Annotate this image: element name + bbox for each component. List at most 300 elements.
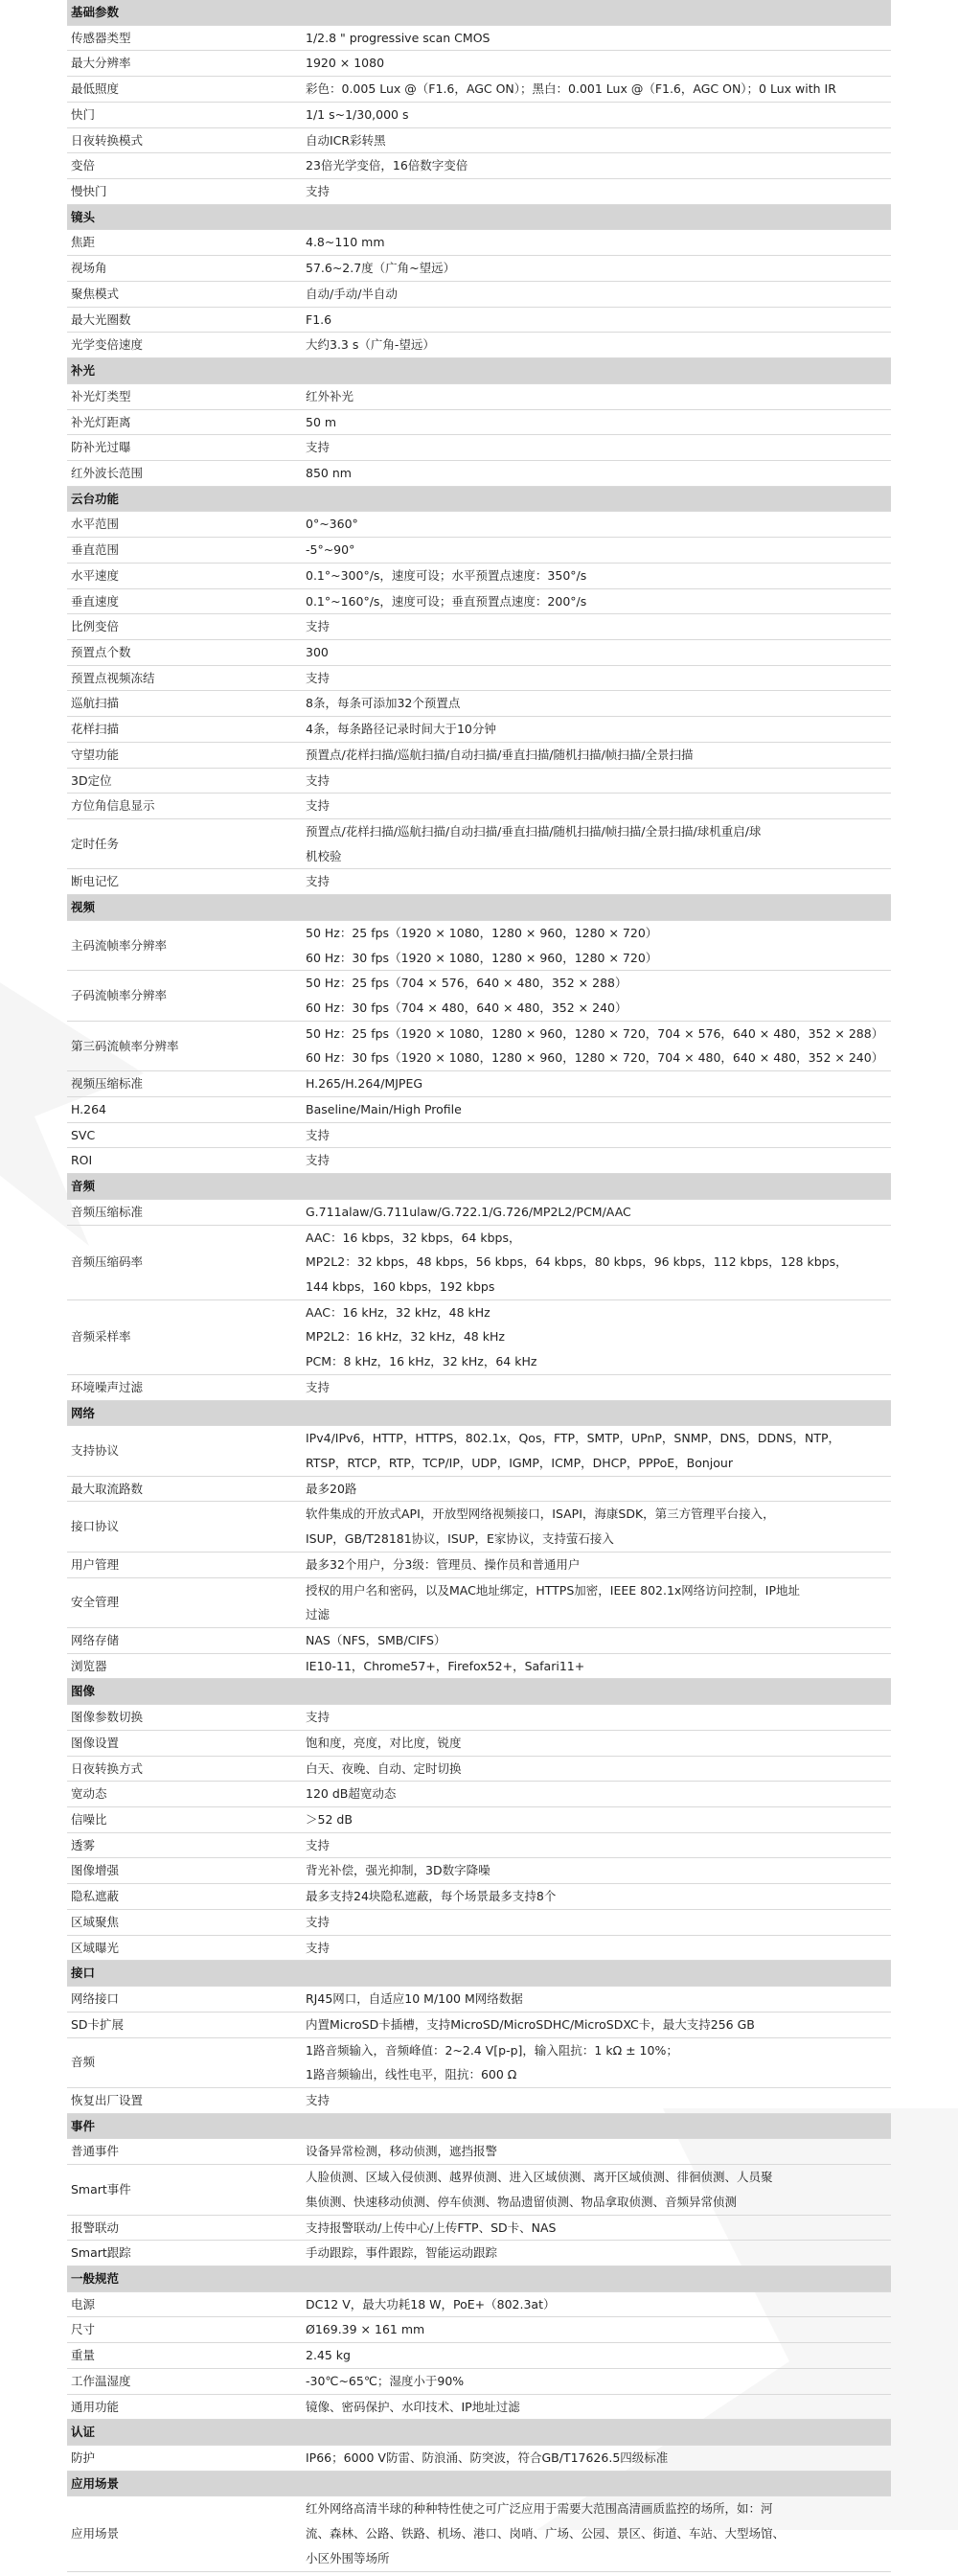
section-header-row [67,2113,891,2139]
spec-row [67,512,891,538]
spec-value-line: AAC：16 kbps，32 kbps，64 kbps， [306,1230,521,1245]
spec-key: 环境噪声过滤 [67,1374,302,1400]
spec-value-line: 1/1 s~1/30,000 s [306,106,409,122]
spec-key: 断电记忆 [67,869,302,895]
spec-value [302,1577,891,1627]
spec-key: 报警联动 [67,2215,302,2241]
spec-value [302,2165,891,2215]
spec-value-line: 23倍光学变倍，16倍数字变倍 [306,158,468,173]
spec-value-line: 自动/手动/半自动 [306,286,398,301]
section-header-row [67,1961,891,1987]
spec-value [302,2496,891,2571]
spec-key: SVC [67,1122,302,1148]
spec-row [67,1884,891,1910]
section-title: 网络 [67,1400,891,1426]
spec-key: 垂直速度 [67,588,302,614]
spec-key: 垂直范围 [67,538,302,564]
spec-key: 防补光过曝 [67,435,302,461]
spec-row [67,1782,891,1807]
spec-row [67,794,891,819]
spec-key: 慢快门 [67,179,302,205]
spec-key: 音频压缩标准 [67,1199,302,1225]
spec-value [302,1987,891,2012]
spec-row [67,538,891,564]
spec-value [302,77,891,103]
spec-value [302,588,891,614]
spec-key: 最大分辨率 [67,51,302,77]
spec-row [67,2012,891,2037]
spec-key: 网络存储 [67,1628,302,1654]
spec-value-line: 内置MicroSD卡插槽，支持MicroSD/MicroSDHC/MicroSDXC卡，最大支持256 GB [306,2016,755,2032]
spec-value-line: -5°~90° [306,542,355,558]
spec-row [67,1552,891,1577]
spec-key: 花样扫描 [67,717,302,743]
spec-value [302,256,891,282]
spec-value [302,1300,891,1374]
spec-value-line: 过滤 [306,1607,331,1622]
spec-key: 工作温湿度 [67,2368,302,2394]
spec-key: 通用功能 [67,2394,302,2420]
spec-value-line: 0.1°~300°/s，速度可设；水平预置点速度：350°/s [306,567,587,583]
spec-value [302,563,891,588]
spec-key: 透雾 [67,1832,302,1858]
section-title: 视频 [67,895,891,921]
spec-value [302,2317,891,2343]
spec-value [302,1782,891,1807]
spec-value [302,1807,891,1833]
spec-value [302,691,891,717]
spec-key: 电源 [67,2291,302,2317]
spec-row [67,819,891,869]
spec-value [302,2087,891,2113]
spec-key: 变倍 [67,153,302,179]
spec-key: 日夜转换方式 [67,1756,302,1782]
spec-row [67,25,891,51]
spec-key: 聚焦模式 [67,281,302,307]
spec-key: 焦距 [67,230,302,256]
spec-row [67,768,891,794]
spec-key: 比例变倍 [67,614,302,640]
spec-row [67,2368,891,2394]
spec-value [302,1096,891,1122]
spec-key: 用户管理 [67,1552,302,1577]
spec-row [67,2394,891,2420]
spec-value [302,2012,891,2037]
spec-value [302,51,891,77]
spec-value [302,512,891,538]
spec-value [302,25,891,51]
spec-key: Smart事件 [67,2165,302,2215]
spec-row [67,1374,891,1400]
spec-value [302,1730,891,1756]
spec-row [67,2037,891,2087]
spec-row [67,869,891,895]
section-title: 图像 [67,1679,891,1705]
spec-key: 隐私遮蔽 [67,1884,302,1910]
spec-key: 接口协议 [67,1502,302,1552]
spec-value [302,1705,891,1731]
spec-key: 应用场景 [67,2496,302,2571]
spec-table [67,0,891,2572]
spec-value [302,614,891,640]
spec-row [67,1909,891,1935]
spec-value [302,2037,891,2087]
spec-value-line: MP2L2：16 kHz，32 kHz，48 kHz [306,1329,505,1345]
spec-row [67,920,891,970]
spec-value-line: 授权的用户名和密码，以及MAC地址绑定，HTTPS加密，IEEE 802.1x网络访问控制，IP地址 [306,1582,801,1598]
spec-row [67,1199,891,1225]
spec-value-line: 1路音频输出，线性电平，阻抗：600 Ω [306,2067,517,2082]
spec-key: ROI [67,1148,302,1174]
spec-row [67,2241,891,2266]
spec-value-line: 红外补光 [306,388,354,403]
spec-value-line: 50 m [306,414,337,429]
spec-key: 音频 [67,2037,302,2087]
spec-row [67,460,891,486]
spec-value [302,1756,891,1782]
spec-value-line: 红外网络高清半球的种种特性使之可广泛应用于需要大范围高清画质监控的场所，如：河 [306,2501,773,2517]
spec-row [67,1225,891,1300]
spec-value [302,1628,891,1654]
spec-value-line: 预置点/花样扫描/巡航扫描/自动扫描/垂直扫描/随机扫描/帧扫描/全景扫描 [306,747,694,762]
spec-value-line: RTSP，RTCP，RTP，TCP/IP，UDP，IGMP，ICMP，DHCP，PPPoE，Bonjour [306,1455,733,1470]
spec-value-line: 120 dB超宽动态 [306,1786,397,1802]
spec-row [67,1987,891,2012]
spec-row [67,1502,891,1552]
spec-row [67,563,891,588]
spec-value-line: 机校验 [306,848,342,863]
spec-value [302,153,891,179]
spec-value-line: 最多20路 [306,1481,357,1496]
spec-row [67,153,891,179]
spec-value-line: 镜像、密码保护、水印技术、IP地址过滤 [306,2399,520,2414]
spec-value-line: IE10-11，Chrome57+，Firefox52+，Safari11+ [306,1658,585,1673]
spec-key: 传感器类型 [67,25,302,51]
spec-value-line: 大约3.3 s（广角-望远） [306,337,435,353]
spec-value-line: 300 [306,644,329,659]
spec-row [67,281,891,307]
spec-value-line: AAC：16 kHz，32 kHz，48 kHz [306,1304,490,1320]
spec-key: 视频压缩标准 [67,1071,302,1097]
spec-value [302,971,891,1021]
spec-row [67,2215,891,2241]
spec-row [67,383,891,409]
spec-key: 预置点个数 [67,639,302,665]
spec-value-line: 自动ICR彩转黑 [306,132,386,148]
spec-key: 主码流帧率分辨率 [67,920,302,970]
spec-row [67,691,891,717]
spec-key: 光学变倍速度 [67,333,302,358]
spec-value-line: H.265/H.264/MJPEG [306,1076,423,1092]
section-title: 应用场景 [67,2471,891,2496]
section-title: 认证 [67,2420,891,2446]
spec-value-line: 软件集成的开放式API，开放型网络视频接口，ISAPI，海康SDK，第三方管理平台接入， [306,1506,775,1522]
section-title: 音频 [67,1174,891,1200]
spec-value-line: 支持报警联动/上传中心/上传FTP、SD卡、NAS [306,2220,557,2235]
section-header-row [67,0,891,25]
section-header-row [67,1400,891,1426]
spec-key: 3D定位 [67,768,302,794]
section-header-row [67,2471,891,2496]
spec-value [302,1858,891,1884]
section-header-row [67,1174,891,1200]
spec-value-line: 彩色：0.005 Lux @（F1.6，AGC ON）；黑白：0.001 Lux @（F1.6，AGC ON）；0 Lux with IR [306,81,836,97]
spec-key: H.264 [67,1096,302,1122]
spec-key: 宽动态 [67,1782,302,1807]
spec-row [67,2087,891,2113]
spec-row [67,256,891,282]
spec-value-line: 850 nm [306,465,352,480]
spec-row [67,717,891,743]
spec-row [67,2165,891,2215]
spec-value [302,2215,891,2241]
spec-key: 区域曝光 [67,1935,302,1961]
spec-value [302,1199,891,1225]
spec-value-line: Ø169.39 × 161 mm [306,2322,425,2337]
spec-row [67,665,891,691]
spec-value-line: -30℃~65℃；湿度小于90% [306,2373,465,2388]
spec-value-line: 支持 [306,670,331,685]
spec-key: 重量 [67,2343,302,2369]
spec-key: 支持协议 [67,1426,302,1476]
spec-key: 音频压缩码率 [67,1225,302,1300]
spec-value-line: 支持 [306,798,331,814]
spec-value [302,1148,891,1174]
spec-value-line: 支持 [306,1153,331,1168]
spec-row [67,639,891,665]
spec-value-line: 50 Hz：25 fps（1920 × 1080，1280 × 960，1280 × 720，704 × 576，640 × 480，352 × 288） [306,1025,884,1041]
spec-key: 图像参数切换 [67,1705,302,1731]
spec-key: 最低照度 [67,77,302,103]
spec-value [302,1909,891,1935]
spec-row [67,179,891,205]
spec-value [302,179,891,205]
spec-value [302,1225,891,1300]
spec-key: 守望功能 [67,742,302,768]
spec-value-line: 2.45 kg [306,2348,351,2363]
spec-value-line: 1920 × 1080 [306,56,385,71]
spec-value [302,1476,891,1502]
spec-row [67,742,891,768]
spec-row [67,1577,891,1627]
spec-row [67,971,891,1021]
spec-key: 第三码流帧率分辨率 [67,1021,302,1070]
spec-row [67,409,891,435]
spec-value [302,2291,891,2317]
spec-value-line: 小区外围等场所 [306,2550,390,2565]
spec-value-line: 4条，每条路径记录时间大于10分钟 [306,722,496,737]
spec-value-line: 60 Hz：30 fps（1920 × 1080，1280 × 960，1280 × 720） [306,950,658,965]
spec-value-line: 最多32个用户，分3级：管理员、操作员和普通用户 [306,1556,581,1572]
spec-row [67,588,891,614]
spec-key: 补光灯类型 [67,383,302,409]
spec-value-line: 支持 [306,1914,331,1929]
spec-value [302,1426,891,1476]
spec-value [302,2394,891,2420]
section-header-row [67,486,891,512]
spec-value [302,460,891,486]
spec-row [67,435,891,461]
spec-value-line: IP66；6000 V防雷、防浪涌、防突波，符合GB/T17626.5四级标准 [306,2450,669,2465]
spec-value [302,1653,891,1679]
spec-row [67,1122,891,1148]
spec-value [302,538,891,564]
spec-value [302,2139,891,2165]
spec-row [67,1300,891,1374]
spec-value-line: 50 Hz：25 fps（704 × 576，640 × 480，352 × 288） [306,976,627,991]
spec-value-line: G.711alaw/G.711ulaw/G.722.1/G.726/MP2L2/PCM/AAC [306,1204,631,1219]
spec-value [302,1832,891,1858]
spec-value [302,1884,891,1910]
spec-value-line: 0.1°~160°/s，速度可设；垂直预置点速度：200°/s [306,593,587,609]
spec-value [302,230,891,256]
spec-key: 子码流帧率分辨率 [67,971,302,1021]
spec-row [67,614,891,640]
spec-value [302,920,891,970]
spec-value-line: 支持 [306,2092,331,2107]
spec-key: 信噪比 [67,1807,302,1833]
spec-key: 水平速度 [67,563,302,588]
spec-value-line: 60 Hz：30 fps（1920 × 1080，1280 × 960，1280 × 720，704 × 480，640 × 480，352 × 240） [306,1050,884,1066]
spec-key: 区域聚焦 [67,1909,302,1935]
spec-table-body [67,0,891,2571]
spec-value-line: 支持 [306,1127,331,1142]
spec-key: 安全管理 [67,1577,302,1627]
section-title: 镜头 [67,204,891,230]
spec-row [67,127,891,153]
spec-key: 快门 [67,102,302,127]
spec-key: 浏览器 [67,1653,302,1679]
spec-key: 方位角信息显示 [67,794,302,819]
spec-value-line: 支持 [306,1710,331,1725]
spec-value-line: 支持 [306,619,331,634]
spec-key: 预置点视频冻结 [67,665,302,691]
spec-value [302,435,891,461]
spec-row [67,2343,891,2369]
section-title: 事件 [67,2113,891,2139]
spec-value [302,409,891,435]
spec-value-line: 支持 [306,1940,331,1955]
spec-value [302,869,891,895]
spec-row [67,77,891,103]
spec-value-line: DC12 V，最大功耗18 W，PoE+（802.3at） [306,2296,556,2312]
spec-value-line: 最多支持24块隐私遮蔽，每个场景最多支持8个 [306,1889,557,1904]
spec-value-line: F1.6 [306,311,332,327]
spec-value-line: 支持 [306,184,331,199]
spec-value [302,1122,891,1148]
section-header-row [67,895,891,921]
spec-key: 巡航扫描 [67,691,302,717]
spec-value-line: 1/2.8 " progressive scan CMOS [306,30,490,45]
spec-key: 最大取流路数 [67,1476,302,1502]
spec-value-line: 4.8~110 mm [306,235,385,250]
spec-value-line: 支持 [306,440,331,455]
section-header-row [67,1679,891,1705]
spec-row [67,307,891,333]
spec-value [302,2241,891,2266]
spec-value-line: ISUP，GB/T28181协议，ISUP，E家协议，支持萤石接入 [306,1531,614,1547]
spec-value-line: 设备异常检测，移动侦测，遮挡报警 [306,2144,498,2159]
section-title: 接口 [67,1961,891,1987]
spec-row [67,2291,891,2317]
spec-value-line: 1路音频输入，音频峰值：2~2.4 V[p-p]，输入阻抗：1 kΩ ± 10%； [306,2042,678,2058]
spec-row [67,1071,891,1097]
spec-key: 水平范围 [67,512,302,538]
spec-value-line: PCM：8 kHz，16 kHz，32 kHz，64 kHz [306,1354,537,1369]
spec-row [67,2317,891,2343]
spec-value [302,333,891,358]
section-title: 云台功能 [67,486,891,512]
spec-value [302,2446,891,2472]
spec-key: SD卡扩展 [67,2012,302,2037]
spec-value-line: ＞52 dB [306,1812,353,1828]
spec-value [302,2343,891,2369]
spec-value-line: 支持 [306,772,331,788]
spec-value [302,1502,891,1552]
spec-key: Smart跟踪 [67,2241,302,2266]
spec-value-line: 白天、夜晚、自动、定时切换 [306,1760,462,1776]
spec-row [67,2446,891,2472]
spec-value-line: 支持 [306,1837,331,1852]
spec-value-line: 人脸侦测、区域入侵侦测、越界侦测、进入区域侦测、离开区域侦测、徘徊侦测、人员聚 [306,2170,773,2185]
spec-row [67,1832,891,1858]
spec-value [302,794,891,819]
spec-value-line: RJ45网口，自适应10 M/100 M网络数据 [306,1991,523,2007]
spec-value-line: 57.6~2.7度（广角~望远） [306,261,456,276]
section-title: 基础参数 [67,0,891,25]
spec-row [67,1476,891,1502]
spec-value [302,1021,891,1070]
spec-value-line: 8条，每条可添加32个预置点 [306,696,461,711]
spec-row [67,2496,891,2571]
spec-value [302,102,891,127]
spec-row [67,1628,891,1654]
section-header-row [67,204,891,230]
spec-row [67,1756,891,1782]
spec-value [302,1071,891,1097]
spec-row [67,1935,891,1961]
spec-value-line: 0°~360° [306,517,358,532]
spec-value-line: IPv4/IPv6，HTTP，HTTPS，802.1x，Qos，FTP，SMTP，UPnP，SNMP，DNS，DDNS，NTP， [306,1431,840,1446]
spec-key: 恢复出厂设置 [67,2087,302,2113]
spec-key: 尺寸 [67,2317,302,2343]
spec-value [302,768,891,794]
spec-value [302,639,891,665]
section-header-row [67,358,891,384]
spec-key: 普通事件 [67,2139,302,2165]
spec-key: 图像设置 [67,1730,302,1756]
spec-row [67,1705,891,1731]
spec-value [302,665,891,691]
spec-key: 视场角 [67,256,302,282]
spec-value [302,383,891,409]
spec-key: 红外波长范围 [67,460,302,486]
spec-key: 图像增强 [67,1858,302,1884]
spec-row [67,51,891,77]
spec-value [302,307,891,333]
section-title: 一般规范 [67,2266,891,2291]
spec-value [302,819,891,869]
spec-key: 音频采样率 [67,1300,302,1374]
spec-row [67,1096,891,1122]
section-header-row [67,2266,891,2291]
spec-key: 定时任务 [67,819,302,869]
spec-value-line: Baseline/Main/High Profile [306,1101,462,1116]
spec-key: 补光灯距离 [67,409,302,435]
spec-key: 网络接口 [67,1987,302,2012]
spec-value [302,127,891,153]
spec-row [67,1730,891,1756]
